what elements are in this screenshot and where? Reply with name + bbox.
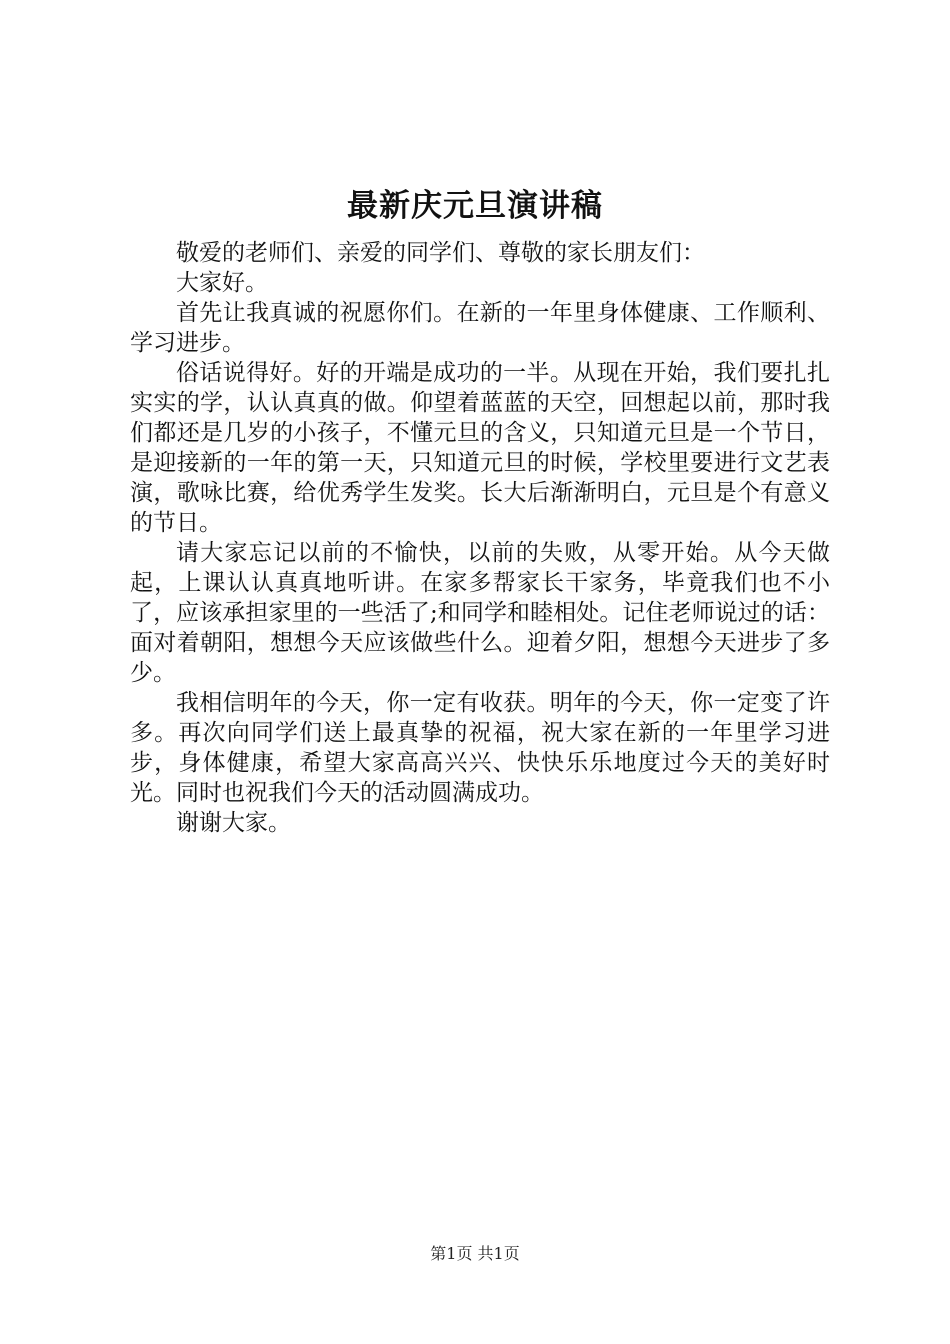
paragraph-fresh-start: 请大家忘记以前的不愉快，以前的失败，从零开始。从今天做起，上课认认真真地听讲。在家多帮家长干家务，毕竟我们也不小了，应该承担家里的一些活了;和同学和睦相处。记住老师说过的话：面对着朝阳，想想今天应该做些什么。迎着夕阳，想想今天进步了多少。 xyxy=(130,540,830,686)
paragraph-blessing: 我相信明年的今天，你一定有收获。明年的今天，你一定变了许多。再次向同学们送上最真挚的祝福，祝大家在新的一年里学习进步，身体健康，希望大家高高兴兴、快快乐乐地度过今天的美好时光。同时也祝我们今天的活动圆满成功。 xyxy=(130,690,830,806)
paragraph-greeting: 大家好。 xyxy=(176,270,268,296)
paragraph-salutation: 敬爱的老师们、亲爱的同学们、尊敬的家长朋友们： xyxy=(176,240,705,266)
paragraph-wishes: 首先让我真诚的祝愿你们。在新的一年里身体健康、工作顺利、学习进步。 xyxy=(130,300,830,356)
paragraph-proverb: 俗话说得好。好的开端是成功的一半。从现在开始，我们要扎扎实实的学，认认真真的做。仰望着蓝蓝的天空，回想起以前，那时我们都还是几岁的小孩子，不懂元旦的含义，只知道元旦是一个节日，是迎接新的一年的第一天，只知道元旦的时候，学校里要进行文艺表演，歌咏比赛，给优秀学生发奖。长大后渐渐明白，元旦是个有意义的节日。 xyxy=(130,360,830,536)
document-body xyxy=(130,238,830,838)
document-title: 最新庆元旦演讲稿 xyxy=(347,188,603,224)
paragraph-thanks: 谢谢大家。 xyxy=(176,810,291,836)
page-number-footer: 第1页 共1页 xyxy=(430,1244,520,1263)
